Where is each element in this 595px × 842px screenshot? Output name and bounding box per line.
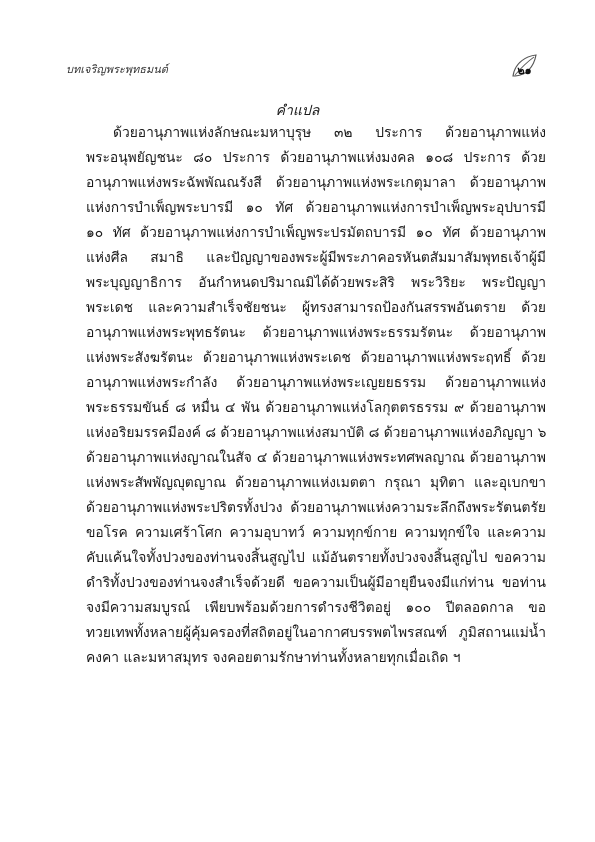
text-line: แห่งพระสัพพัญญุตญาณ ด้วยอานุภาพแห่งเมตตา กรุณา มุทิตา และอุเบกขา xyxy=(86,475,546,491)
text-line: พระบุญญาธิการ อันกำหนดปริมาณมิได้ด้วยพระสิริ พระวิริยะ พระปัญญา xyxy=(86,275,546,291)
text-line: พระธรรมขันธ์ ๘ หมื่น ๔ พัน ด้วยอานุภาพแห่งโลกุตตรธรรม ๙ ด้วยอานุภาพ xyxy=(86,400,546,416)
page-number-badge xyxy=(509,52,539,82)
text-line: ดำริทั้งปวงของท่านจงสำเร็จด้วยดี ขอความเป็นผู้มีอายุยืนจงมีแก่ท่าน ขอท่าน xyxy=(86,575,546,591)
section-title: คำแปล xyxy=(275,103,320,119)
text-line: อานุภาพแห่งพระพุทธรัตนะ ด้วยอานุภาพแห่งพระธรรมรัตนะ ด้วยอานุภาพ xyxy=(86,325,546,341)
text-line: แห่งอริยมรรคมีองค์ ๘ ด้วยอานุภาพแห่งสมาบัติ ๘ ด้วยอานุภาพแห่งอภิญญา ๖ xyxy=(86,425,546,441)
text-line: แห่งศีล สมาธิ และปัญญาของพระผู้มีพระภาคอรหันตสัมมาสัมพุทธเจ้าผู้มี xyxy=(86,250,546,266)
text-line: ๑๐ ทัศ ด้วยอานุภาพแห่งการบำเพ็ญพระปรมัตถบารมี ๑๐ ทัศ ด้วยอานุภาพ xyxy=(86,225,546,241)
page-number: ๒๑ xyxy=(517,64,532,77)
running-title: บทเจริญพระพุทธมนต์ xyxy=(66,63,168,76)
text-line: พระอนุพยัญชนะ ๘๐ ประการ ด้วยอานุภาพแห่งมงคล ๑๐๘ ประการ ด้วย xyxy=(86,150,546,166)
text-line: ด้วยอานุภาพแห่งลักษณะมหาบุรุษ ๓๒ ประการ ด้วยอานุภาพแห่ง xyxy=(113,125,546,141)
text-line: คับแค้นใจทั้งปวงของท่านจงสิ้นสูญไป แม้อันตรายทั้งปวงจงสิ้นสูญไป ขอความ xyxy=(86,550,546,566)
text-line: แห่งพระสังฆรัตนะ ด้วยอานุภาพแห่งพระเดช ด้วยอานุภาพแห่งพระฤทธิ์ ด้วย xyxy=(86,350,546,366)
text-line: ด้วยอานุภาพแห่งพระปริตรทั้งปวง ด้วยอานุภาพแห่งความระลึกถึงพระรัตนตรัย xyxy=(86,500,546,516)
body-paragraph xyxy=(86,121,546,671)
text-line: จงมีความสมบูรณ์ เพียบพร้อมด้วยการดำรงชีวิตอยู่ ๑๐๐ ปีตลอดกาล ขอ xyxy=(86,600,546,616)
text-line: ขอโรค ความเศร้าโศก ความอุบาทว์ ความทุกข์กาย ความทุกข์ใจ และความ xyxy=(86,525,546,541)
text-line: ด้วยอานุภาพแห่งญาณในสัจ ๔ ด้วยอานุภาพแห่งพระทศพลญาณ ด้วยอานุภาพ xyxy=(86,450,546,466)
text-line: ทวยเทพทั้งหลายผู้คุ้มครองที่สถิตอยู่ในอากาศบรรพตไพรสณฑ์ ภูมิสถานแม่น้ำ xyxy=(86,625,546,641)
text-line: อานุภาพแห่งพระกำลัง ด้วยอานุภาพแห่งพระเญยยธรรม ด้วยอานุภาพแห่ง xyxy=(86,375,546,391)
leaf-ornament-icon xyxy=(509,52,539,82)
text-line: แห่งการบำเพ็ญพระบารมี ๑๐ ทัศ ด้วยอานุภาพแห่งการบำเพ็ญพระอุปบารมี xyxy=(86,200,546,216)
text-line: พระเดช และความสำเร็จชัยชนะ ผู้ทรงสามารถป้องกันสรรพอันตราย ด้วย xyxy=(86,300,546,316)
text-line: คงคา และมหาสมุทร จงคอยตามรักษาท่านทั้งหลายทุกเมื่อเถิด ฯ xyxy=(86,650,461,666)
text-line: อานุภาพแห่งพระฉัพพัณณรังสี ด้วยอานุภาพแห่งพระเกตุมาลา ด้วยอานุภาพ xyxy=(86,175,546,191)
